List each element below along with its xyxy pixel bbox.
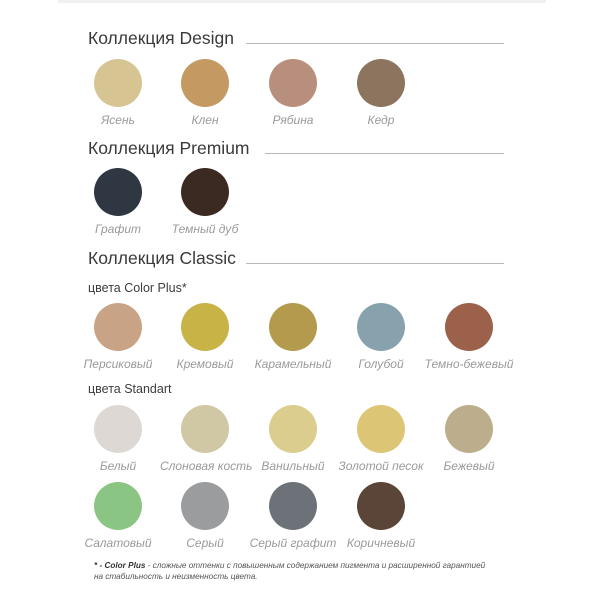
swatch-design-cedar[interactable] <box>336 59 426 127</box>
swatch-circle <box>94 405 142 453</box>
heading-rule <box>246 263 504 264</box>
swatch-label: Коричневый <box>346 536 416 550</box>
top-divider <box>58 0 546 3</box>
swatch-design-maple[interactable] <box>160 59 250 127</box>
subheading-standart: цвета Standart <box>88 382 172 396</box>
swatch-circle <box>357 59 405 107</box>
swatch-label: Золотой песок <box>338 459 424 473</box>
swatch-design-rowan[interactable] <box>248 59 338 127</box>
swatch-classic-brown[interactable] <box>336 482 426 550</box>
swatch-label: Карамельный <box>254 357 332 371</box>
swatch-circle <box>94 303 142 351</box>
swatch-classic-graphite-grey[interactable] <box>248 482 338 550</box>
swatch-label: Серый <box>186 536 224 550</box>
swatch-circle <box>269 482 317 530</box>
swatch-circle <box>181 168 229 216</box>
swatch-label: Рябина <box>272 113 314 127</box>
heading-classic-collection: Коллекция Classic <box>88 248 236 268</box>
swatch-label: Графит <box>94 222 142 236</box>
swatch-label: Голубой <box>358 357 404 371</box>
swatch-label: Ванильный <box>261 459 325 473</box>
swatch-premium-dark-oak[interactable] <box>160 168 250 236</box>
subheading-color-plus: цвета Color Plus* <box>88 281 187 295</box>
swatch-label: Персиковый <box>83 357 153 371</box>
swatch-circle <box>181 405 229 453</box>
footnote-marker: * - Color Plus <box>94 561 146 570</box>
swatch-label: Кремовый <box>176 357 234 371</box>
swatch-circle <box>269 59 317 107</box>
swatch-circle <box>445 303 493 351</box>
swatch-label: Слоновая кость <box>160 459 253 473</box>
swatch-circle <box>181 482 229 530</box>
swatch-circle <box>181 303 229 351</box>
swatch-circle <box>357 405 405 453</box>
swatch-label: Бежевый <box>443 459 495 473</box>
heading-premium-collection: Коллекция Premium <box>88 138 250 158</box>
swatch-premium-graphite[interactable] <box>73 168 163 236</box>
footnote-line-1 <box>94 560 485 571</box>
swatch-circle <box>357 482 405 530</box>
swatch-circle <box>181 59 229 107</box>
swatch-classic-beige[interactable] <box>424 405 514 473</box>
swatch-circle <box>269 405 317 453</box>
swatch-classic-cream[interactable] <box>160 303 250 371</box>
swatch-label: Темный дуб <box>171 222 239 236</box>
swatch-label: Белый <box>99 459 137 473</box>
swatch-classic-golden-sand[interactable] <box>336 405 426 473</box>
swatch-circle <box>357 303 405 351</box>
swatch-classic-light-green[interactable] <box>73 482 163 550</box>
swatch-circle <box>269 303 317 351</box>
swatch-classic-dark-beige[interactable] <box>424 303 514 371</box>
footnote <box>94 560 485 582</box>
footnote-line-2: на стабильность и неизменность цвета. <box>94 572 258 581</box>
swatch-label: Кедр <box>367 113 395 127</box>
swatch-label: Клен <box>191 113 219 127</box>
swatch-classic-peach[interactable] <box>73 303 163 371</box>
footnote-text: - сложные оттенки с повышенным содержанием пигмента и расширенной гарантией <box>145 561 486 570</box>
swatch-circle <box>94 59 142 107</box>
swatch-classic-white[interactable] <box>73 405 163 473</box>
swatch-label: Темно-бежевый <box>424 357 514 371</box>
heading-design-collection: Коллекция Design <box>88 28 234 48</box>
swatch-classic-caramel[interactable] <box>248 303 338 371</box>
swatch-classic-light-blue[interactable] <box>336 303 426 371</box>
swatch-circle <box>94 168 142 216</box>
swatch-circle <box>94 482 142 530</box>
swatch-label: Салатовый <box>84 536 152 550</box>
swatch-circle <box>445 405 493 453</box>
heading-rule <box>265 153 504 154</box>
swatch-classic-ivory[interactable] <box>160 405 253 473</box>
swatch-classic-grey[interactable] <box>160 482 250 550</box>
swatch-classic-vanilla[interactable] <box>248 405 338 473</box>
swatch-label: Серый графит <box>249 536 337 550</box>
heading-rule <box>246 43 504 44</box>
swatch-label: Ясень <box>101 113 135 127</box>
swatch-design-ash[interactable] <box>73 59 163 127</box>
